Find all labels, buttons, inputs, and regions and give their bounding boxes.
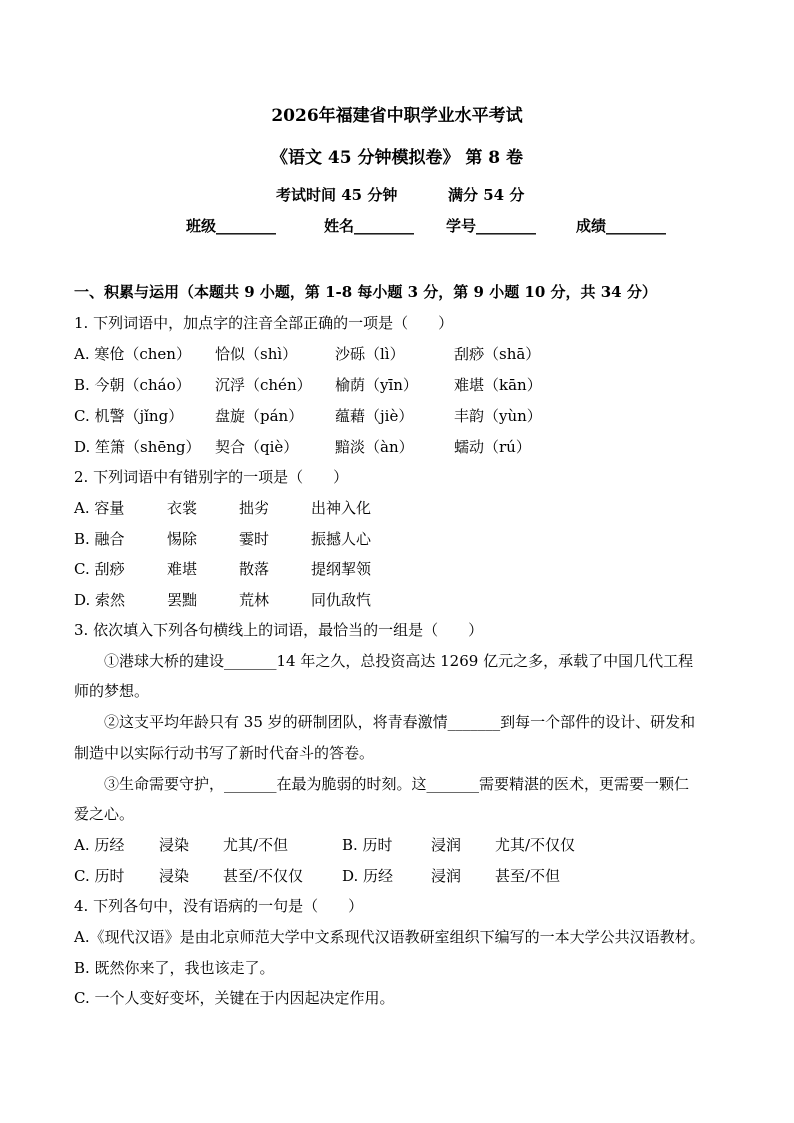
option-item: C. 历时	[74, 867, 125, 885]
option-item: 振撼人心	[311, 530, 372, 548]
option-item: 难堪（kān）	[454, 376, 542, 394]
page-title: 2026年福建省中职学业水平考试	[271, 106, 523, 126]
option-item: 浸润	[431, 836, 462, 854]
option-item: D. 历经	[342, 867, 394, 885]
name-field: 姓名________	[324, 217, 415, 235]
score-field: 成绩________	[576, 217, 667, 235]
option-item: 盘旋（pán）	[215, 407, 304, 425]
q2-stem: 2. 下列词语中有错别字的一项是（ ）	[74, 468, 349, 486]
option-item: 难堪	[167, 560, 198, 578]
section-heading: 一、积累与运用（本题共 9 小题，第 1-8 每小题 3 分，第 9 小题 10 分，共 34 分）	[74, 283, 657, 301]
q4-option-c: C. 一个人变好变坏，关键在于内因起决定作用。	[74, 989, 395, 1007]
option-item: 惕除	[167, 530, 198, 548]
option-item: 丰韵（yùn）	[454, 407, 542, 425]
q3-sentence-1-cont: 师的梦想。	[74, 682, 150, 700]
option-item: A. 容量	[74, 499, 125, 517]
option-item: 衣裳	[167, 499, 198, 517]
option-item: 沉浮（chén）	[215, 376, 312, 394]
option-item: B. 今朝（cháo）	[74, 376, 191, 394]
option-item: 尤其/不但	[223, 836, 289, 854]
option-item: 浸润	[431, 867, 462, 885]
class-field: 班级________	[186, 217, 277, 235]
q4-option-b: B. 既然你来了，我也该走了。	[74, 959, 275, 977]
q3-sentence-2-cont: 制造中以实际行动书写了新时代奋斗的答卷。	[74, 744, 375, 762]
option-item: 散落	[239, 560, 270, 578]
option-item: A. 历经	[74, 836, 125, 854]
option-item: 黯淡（àn）	[335, 438, 414, 456]
q4-stem: 4. 下列各句中，没有语病的一句是（ ）	[74, 897, 364, 915]
option-item: 同仇敌忾	[311, 591, 372, 609]
exam-time: 考试时间 45 分钟	[276, 186, 398, 204]
option-item: B. 融合	[74, 530, 125, 548]
q3-stem: 3. 依次填入下列各句横线上的词语，最恰当的一组是（ ）	[74, 621, 484, 639]
page-subtitle: 《语文 45 分钟模拟卷》 第 8 卷	[270, 148, 524, 168]
option-item: 甚至/不但	[495, 867, 561, 885]
option-item: 尤其/不仅仅	[495, 836, 576, 854]
q3-sentence-3: ③生命需要守护，_______在最为脆弱的时刻。这_______需要精湛的医术，更需要一颗仁	[74, 775, 690, 793]
q3-sentence-2: ②这支平均年龄只有 35 岁的研制团队，将青春激情_______到每一个部件的设计、研发和	[74, 713, 696, 731]
option-item: 霎时	[239, 530, 270, 548]
option-item: A. 寒伧（chen）	[74, 345, 191, 363]
option-item: 刮痧（shā）	[454, 345, 541, 363]
student-id-field: 学号________	[446, 217, 537, 235]
option-item: 恰似（shì）	[215, 345, 298, 363]
option-item: D. 笙箫（shēng）	[74, 438, 201, 456]
option-item: 提纲挈领	[311, 560, 372, 578]
option-item: D. 索然	[74, 591, 126, 609]
option-item: B. 历时	[342, 836, 393, 854]
option-item: 榆荫（yīn）	[335, 376, 418, 394]
option-item: 拙劣	[239, 499, 270, 517]
option-item: C. 机警（jǐng）	[74, 407, 184, 425]
option-item: 蠕动（rú）	[454, 438, 531, 456]
option-item: 出神入化	[311, 499, 372, 517]
q4-option-a: A.《现代汉语》是由北京师范大学中文系现代汉语教研室组织下编写的一本大学公共汉语教材。	[74, 928, 705, 946]
option-item: 荒林	[239, 591, 270, 609]
option-item: 罢黜	[167, 591, 198, 609]
option-item: 浸染	[159, 836, 190, 854]
q3-sentence-1: ①港球大桥的建设_______14 年之久，总投资高达 1269 亿元之多，承载了中国几代工程	[74, 652, 694, 670]
option-item: 浸染	[159, 867, 190, 885]
option-item: 沙砾（lì）	[335, 345, 405, 363]
option-item: 契合（qiè）	[215, 438, 299, 456]
q3-sentence-3-cont: 爱之心。	[74, 805, 135, 823]
option-item: 甚至/不仅仅	[223, 867, 304, 885]
q1-stem: 1. 下列词语中，加点字的注音全部正确的一项是（ ）	[74, 314, 454, 332]
option-item: 蕴藉（jiè）	[335, 407, 414, 425]
full-score: 满分 54 分	[448, 186, 525, 204]
option-item: C. 刮痧	[74, 560, 125, 578]
